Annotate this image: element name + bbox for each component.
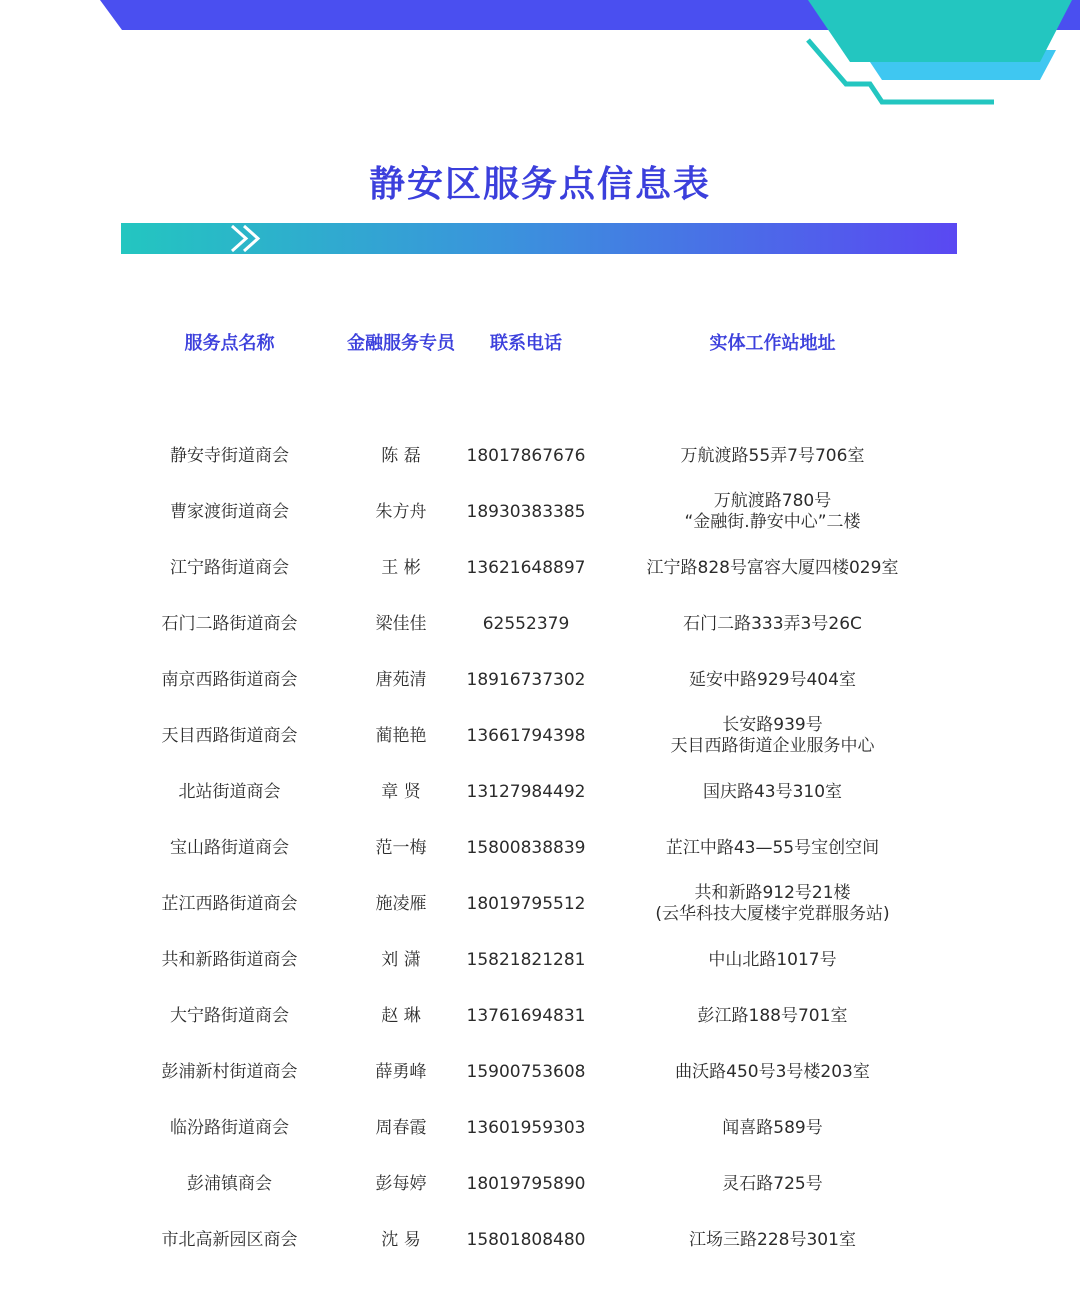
address-line: 彭江路188号701室: [697, 1005, 848, 1026]
cell-service-point-name: 芷江西路街道商会: [161, 893, 298, 914]
address-line: 万航渡路780号: [713, 491, 832, 511]
cell-service-point-name: 曹家渡街道商会: [170, 501, 289, 522]
cell-address: [588, 988, 957, 1044]
table-row: [121, 820, 957, 876]
cell-address: [588, 596, 957, 652]
cell-address: [588, 708, 957, 764]
address-line: 万航渡路55弄7号706室: [680, 445, 865, 466]
column-header-name: 服务点名称: [184, 332, 275, 354]
address-line: 石门二路333弄3号26C: [683, 613, 862, 634]
cell-address: [588, 932, 957, 988]
cell-phone-number: 18019795512: [466, 893, 586, 914]
address-line: 江场三路228号301室: [689, 1229, 856, 1250]
cell-phone-number: 18916737302: [466, 669, 586, 690]
table-row: [121, 876, 957, 932]
cell-officer-name: 章 贤: [381, 781, 421, 802]
cell-officer-name: 梁佳佳: [375, 613, 427, 634]
cell-service-point-name: 天目西路街道商会: [161, 725, 298, 746]
table-row: [121, 1044, 957, 1100]
cell-officer-name: 朱方舟: [375, 501, 427, 522]
table-row: [121, 652, 957, 708]
table-header-row: [121, 313, 957, 370]
cell-service-point-name: 静安寺街道商会: [170, 445, 289, 466]
address-line: 延安中路929号404室: [689, 669, 856, 690]
table-row: [121, 540, 957, 596]
cell-officer-name: 范一梅: [375, 837, 427, 858]
cell-service-point-name: 市北高新园区商会: [161, 1229, 298, 1250]
table-row: [121, 428, 957, 484]
cell-service-point-name: 北站街道商会: [178, 781, 281, 802]
cell-officer-name: 蔺艳艳: [375, 725, 427, 746]
cell-service-point-name: 南京西路街道商会: [161, 669, 298, 690]
cell-phone-number: 62552379: [482, 613, 570, 634]
address-line: 天目西路街道企业服务中心: [670, 736, 875, 756]
address-line: (云华科技大厦楼宇党群服务站): [655, 904, 890, 924]
cell-service-point-name: 临汾路街道商会: [170, 1117, 289, 1138]
cell-address: [588, 652, 957, 708]
cell-address: [588, 484, 957, 540]
cell-officer-name: 王 彬: [381, 557, 421, 578]
cell-address: [588, 1212, 957, 1268]
column-header-address: 实体工作站地址: [709, 332, 836, 354]
top-decorative-banner: [0, 0, 1080, 110]
page-title: 静安区服务点信息表: [368, 164, 711, 205]
address-line: 长安路939号: [722, 715, 823, 735]
cell-phone-number: 15800838839: [466, 837, 586, 858]
cell-address: [588, 764, 957, 820]
teal-tab-shape: [808, 0, 1072, 62]
address-line: 灵石路725号: [722, 1173, 823, 1194]
cell-service-point-name: 彭浦新村街道商会: [161, 1061, 298, 1082]
address-line: 中山北路1017号: [708, 949, 837, 970]
cell-service-point-name: 共和新路街道商会: [161, 949, 298, 970]
cell-service-point-name: 宝山路街道商会: [170, 837, 289, 858]
cell-address: [588, 820, 957, 876]
cell-officer-name: 刘 潇: [381, 949, 421, 970]
address-line: 共和新路912号21楼: [694, 883, 851, 903]
cell-service-point-name: 大宁路街道商会: [170, 1005, 289, 1026]
address-line: “金融街.静安中心”二楼: [684, 512, 861, 532]
cell-officer-name: 周春霞: [375, 1117, 427, 1138]
cell-officer-name: 施凌雁: [375, 893, 427, 914]
table-row: [121, 708, 957, 764]
table-row: [121, 1212, 957, 1268]
table-row: [121, 1156, 957, 1212]
cell-phone-number: 13601959303: [466, 1117, 586, 1138]
cell-phone-number: 15801808480: [466, 1229, 586, 1250]
cell-service-point-name: 彭浦镇商会: [187, 1173, 272, 1194]
table-row: [121, 1100, 957, 1156]
header-spacer: [121, 370, 957, 428]
cell-officer-name: 薛勇峰: [375, 1061, 427, 1082]
cell-officer-name: 陈 磊: [381, 445, 421, 466]
table-row: [121, 764, 957, 820]
cell-address: [588, 876, 957, 932]
cell-officer-name: 沈 易: [381, 1229, 421, 1250]
address-line: 闻喜路589号: [722, 1117, 823, 1138]
table-row: [121, 484, 957, 540]
cell-address: [588, 1100, 957, 1156]
cell-phone-number: 18017867676: [466, 445, 586, 466]
cell-phone-number: 13661794398: [466, 725, 586, 746]
address-line: 国庆路43号310室: [702, 781, 843, 802]
table-row: [121, 932, 957, 988]
table-row: [121, 988, 957, 1044]
table-body: [121, 428, 957, 1268]
cell-phone-number: 18930383385: [466, 501, 586, 522]
cell-phone-number: 13621648897: [466, 557, 586, 578]
cell-address: [588, 540, 957, 596]
cell-officer-name: 唐苑清: [375, 669, 427, 690]
cell-officer-name: 彭每婷: [375, 1173, 427, 1194]
address-line: 江宁路828号富容大厦四楼029室: [646, 557, 899, 578]
cell-phone-number: 15900753608: [466, 1061, 586, 1082]
cell-address: [588, 428, 957, 484]
cell-phone-number: 18019795890: [466, 1173, 586, 1194]
cell-officer-name: 赵 琳: [381, 1005, 421, 1026]
cell-address: [588, 1156, 957, 1212]
cell-address: [588, 1044, 957, 1100]
service-point-table-container: [121, 313, 957, 1268]
cell-phone-number: 15821821281: [466, 949, 586, 970]
service-point-table: [121, 313, 957, 1268]
cell-phone-number: 13127984492: [466, 781, 586, 802]
column-header-officer: 金融服务专员: [347, 332, 455, 354]
cell-service-point-name: 石门二路街道商会: [161, 613, 298, 634]
address-line: 芷江中路43—55号宝创空间: [665, 837, 880, 858]
title-gradient-bar: [121, 223, 957, 254]
cell-service-point-name: 江宁路街道商会: [170, 557, 289, 578]
table-row: [121, 596, 957, 652]
cell-phone-number: 13761694831: [466, 1005, 586, 1026]
column-header-phone: 联系电话: [490, 332, 562, 354]
address-line: 曲沃路450号3号楼203室: [675, 1061, 870, 1082]
